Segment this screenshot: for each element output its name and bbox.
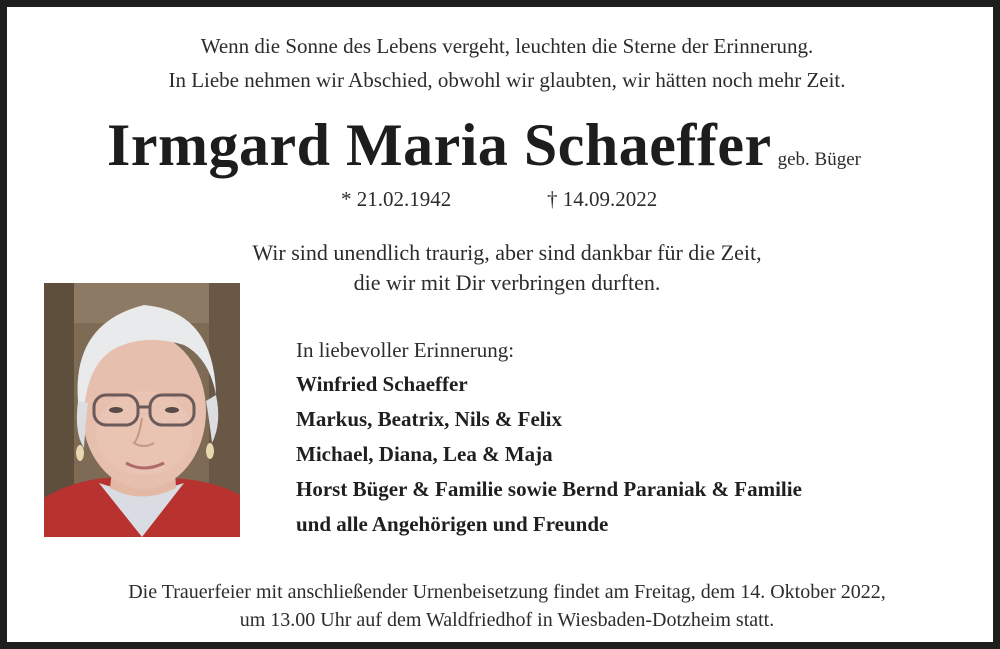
- mourners-block: [296, 333, 802, 542]
- ceremony-line-1: Die Trauerfeier mit anschließender Urnenbeisetzung findet am Freitag, dem 14. Oktober 2022,: [128, 581, 886, 603]
- mourner-line: und alle Angehörigen und Freunde: [296, 512, 609, 536]
- mourner-line: Michael, Diana, Lea & Maja: [296, 442, 553, 466]
- deceased-name: Irmgard Maria Schaeffer: [107, 112, 772, 178]
- intro-line-1: Wenn die Sonne des Lebens vergeht, leuchten die Sterne der Erinnerung.: [200, 34, 814, 58]
- mourner-line: Horst Büger & Familie sowie Bernd Paraniak & Familie: [296, 477, 802, 501]
- birth-date: * 21.02.1942: [341, 187, 452, 211]
- mourner-line: Winfried Schaeffer: [296, 372, 468, 396]
- maiden-name: geb. Büger: [777, 149, 861, 170]
- mourner-line: Markus, Beatrix, Nils & Felix: [296, 407, 562, 431]
- ceremony-line-2: um 13.00 Uhr auf dem Waldfriedhof in Wiesbaden-Dotzheim statt.: [239, 609, 775, 631]
- quote-line-1: Wir sind unendlich traurig, aber sind dankbar für die Zeit,: [252, 240, 762, 265]
- quote-line-2: die wir mit Dir verbringen durften.: [353, 270, 661, 295]
- death-date: † 14.09.2022: [547, 187, 658, 211]
- intro-line-2: In Liebe nehmen wir Abschied, obwohl wir glaubten, wir hätten noch mehr Zeit.: [168, 68, 846, 92]
- name-line: [107, 111, 861, 180]
- portrait-photo: [44, 283, 240, 537]
- portrait-illustration: [44, 283, 240, 537]
- mourners-lead: In liebevoller Erinnerung:: [296, 338, 515, 362]
